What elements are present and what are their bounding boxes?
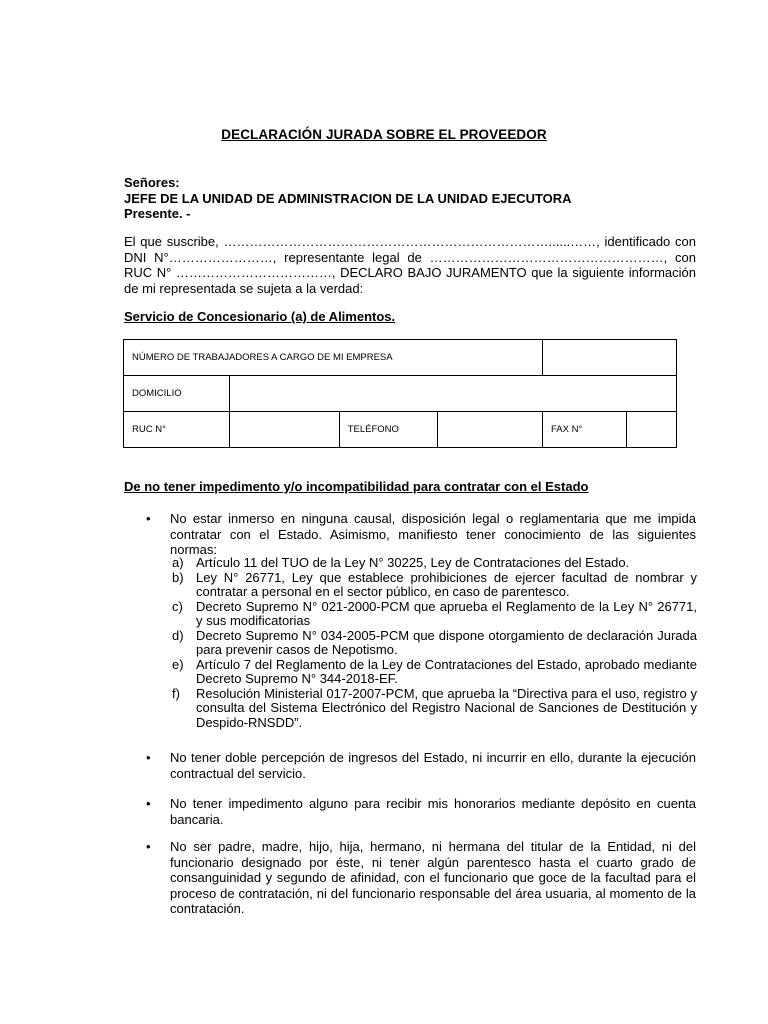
list-item xyxy=(172,687,697,731)
telefono-value-cell[interactable] xyxy=(437,412,542,448)
provider-info-table xyxy=(123,339,677,448)
salutation: Señores: xyxy=(124,175,180,190)
document-title: DECLARACIÓN JURADA SOBRE EL PROVEEDOR xyxy=(221,127,547,142)
norms-list xyxy=(172,556,697,730)
list-item xyxy=(172,629,697,658)
norm-text: Decreto Supremo N° 034-2005-PCM que dispone otorgamiento de declaración Jurada para prevenir casos de Nepotismo. xyxy=(196,627,697,657)
workers-value-cell[interactable] xyxy=(543,340,677,376)
norm-text: Artículo 11 del TUO de la Ley N° 30225, Ley de Contrataciones del Estado. xyxy=(196,555,630,570)
norm-label: a) xyxy=(172,555,184,570)
norm-label: e) xyxy=(172,656,184,672)
bullet-3-text: No tener impedimento alguno para recibir mis honorarios mediante depósito en cuenta bancaria. xyxy=(170,796,696,827)
bullet-icon: • xyxy=(146,511,151,526)
table-row xyxy=(124,340,677,376)
norm-text: Artículo 7 del Reglamento de la Ley de Contrataciones del Estado, aprobado mediante Decreto Supremo N° 344-2018-EF. xyxy=(196,656,697,686)
service-title: Servicio de Concesionario (a) de Alimentos. xyxy=(124,309,396,324)
bullet-2-text: No tener doble percepción de ingresos del Estado, ni incurrir en ello, durante la ejecución contractual del servicio. xyxy=(170,750,696,781)
fax-label-cell: FAX N° xyxy=(543,412,627,448)
norm-text: Decreto Supremo N° 021-2000-PCM que aprueba el Reglamento de la Ley N° 26771, y sus modificatorias xyxy=(196,598,697,628)
impediment-title: De no tener impedimento y/o incompatibilidad para contratar con el Estado xyxy=(124,479,589,494)
domicilio-label-cell: DOMICILIO xyxy=(124,376,230,412)
bullet-icon: • xyxy=(146,750,151,765)
list-item xyxy=(172,571,697,600)
bullet-1-text: No estar inmerso en ninguna causal, disposición legal o reglamentaria que me impida contratar con el Estado. Asimismo, manifiesto tener conocimiento de las siguientes normas: xyxy=(170,511,696,557)
ruc-label-cell: RUC N° xyxy=(124,412,230,448)
norm-label: d) xyxy=(172,627,184,643)
bullet-4-text: No ser padre, madre, hijo, hija, hermano, ni hermana del titular de la Entidad, ni del funcionario designado por éste, ni tener algún parentesco hasta el cuarto grado de consanguinidad y segundo de afinidad, con el funcionario que goce de la facultad para el proceso de contratación, ni del funcionario responsable del área usuaria, al momento de la contratación. xyxy=(170,839,696,916)
recipient: JEFE DE LA UNIDAD DE ADMINISTRACION DE LA UNIDAD EJECUTORA xyxy=(124,190,572,206)
intro-paragraph: El que suscribe, …………………………………………………………………......……, identificado con DNI N°……………………, representante legal de ………………………………………………, con RUC N° ………………………………, DECLARO BAJO JURAMENTO que la siguiente información de mi representada se sujeta a la verdad: xyxy=(124,234,696,296)
table-row xyxy=(124,412,677,448)
norm-label: f) xyxy=(172,685,180,701)
addressee-block xyxy=(124,175,572,222)
workers-label-cell: NÚMERO DE TRABAJADORES A CARGO DE MI EMPRESA xyxy=(124,340,543,376)
domicilio-value-cell[interactable] xyxy=(230,376,677,412)
list-item xyxy=(172,600,697,629)
norm-label: b) xyxy=(172,569,184,585)
list-item xyxy=(172,556,697,571)
ruc-value-cell[interactable] xyxy=(230,412,340,448)
norm-label: c) xyxy=(172,598,183,614)
bullet-icon: • xyxy=(146,839,151,854)
norm-text: Resolución Ministerial 017-2007-PCM, que aprueba la “Directiva para el uso, registro y consulta del Sistema Electrónico del Registro Nacional de Sanciones de Destitución y Despido-RNSDD”. xyxy=(196,685,697,730)
bullet-icon: • xyxy=(146,796,151,811)
table-row xyxy=(124,376,677,412)
telefono-label-cell: TELÉFONO xyxy=(339,412,437,448)
presente: Presente. - xyxy=(124,206,191,221)
fax-value-cell[interactable] xyxy=(627,412,677,448)
list-item xyxy=(172,658,697,687)
norm-text: Ley N° 26771, Ley que establece prohibiciones de ejercer facultad de nombrar y contratar a personal en el sector público, en caso de parentesco. xyxy=(196,569,697,599)
